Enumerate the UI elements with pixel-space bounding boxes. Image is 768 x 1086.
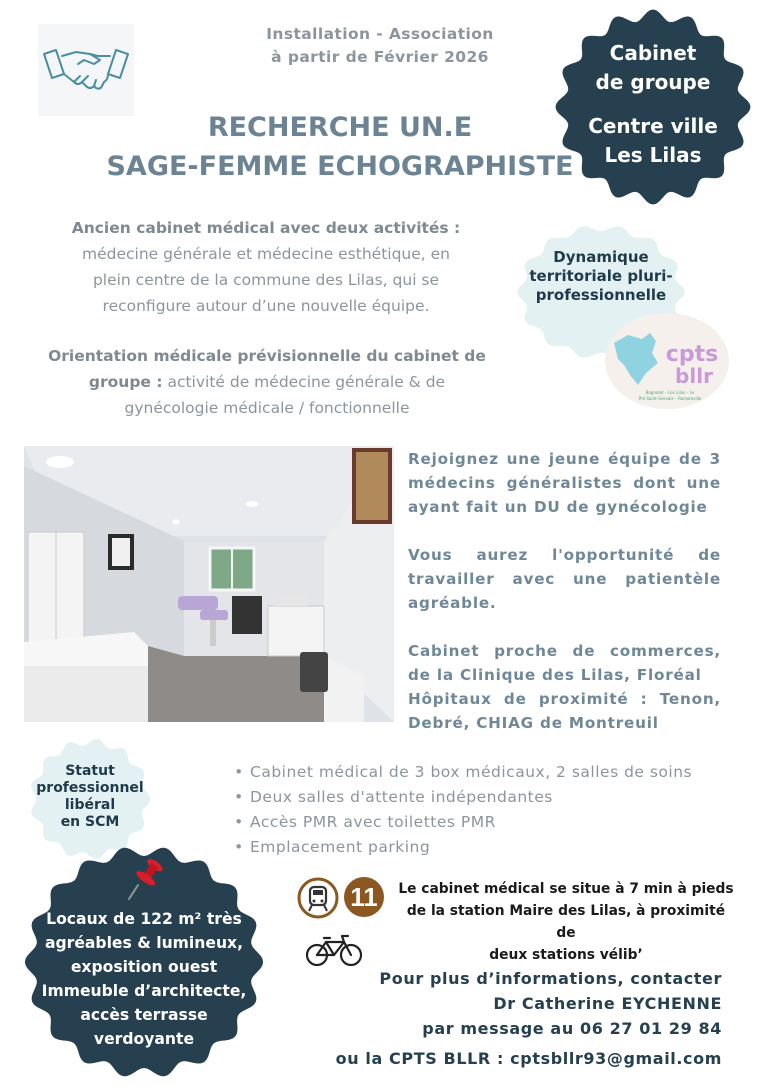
orientation-line (30, 369, 504, 395)
list-item: • Accès PMR avec toilettes PMR (228, 810, 728, 835)
station-line: de la station Maire des Lilas, à proximité de (406, 903, 726, 941)
badge-cabinet-text (553, 39, 753, 97)
badge-locaux-text (22, 907, 266, 1051)
badge-line: Dynamique (553, 248, 649, 266)
orientation-paragraph (30, 343, 504, 421)
badge-statut-text (28, 763, 152, 831)
badge-dynamique-text (515, 248, 687, 305)
contact-email: ou la CPTS BLLR : cptsbllr93@gmail.com (335, 1049, 722, 1068)
contact-block (330, 966, 722, 1041)
badge-line: Immeuble d’architecte, (41, 982, 247, 1000)
badge-line: Cabinet (609, 41, 697, 65)
cpts-logo-word: cpts (665, 342, 719, 367)
station-line: Le cabinet médical se situe à 7 min à pieds (398, 881, 734, 897)
badge-line: agréables & lumineux, (44, 934, 244, 952)
badge-line: en SCM (60, 814, 120, 830)
start-date-line: à partir de Février 2026 (271, 48, 489, 66)
cpts-logo-caption: Bagnolet – Les Lilas – Le (645, 390, 695, 395)
push-pin-icon (126, 855, 166, 903)
orientation-heading-end: groupe : (88, 373, 163, 391)
badge-location-text (553, 112, 753, 170)
orientation-heading: Orientation médicale prévisionnelle du cabinet de (48, 347, 486, 365)
title-line-2: SAGE-FEMME ECHOGRAPHISTE (106, 151, 574, 182)
badge-line: Locaux de 122 m² très (46, 910, 242, 928)
cabinet-badge (553, 7, 753, 207)
badge-line: libéral (64, 797, 116, 813)
cpts-logo-word: bllr (675, 364, 713, 388)
badge-line: Centre ville (588, 114, 718, 138)
orientation-text: activité de médecine générale & de (162, 373, 446, 391)
features-list (228, 760, 728, 860)
team-paragraph: Rejoignez une jeune équipe de 3 médecins généralistes dont une ayant fait un DU de gynécologie (408, 450, 721, 516)
metro-line-badge: 11 (344, 877, 384, 917)
patient-paragraph: Vous aurez l'opportunité de travailler avec une patientèle agréable. (408, 546, 721, 612)
proximity-shops: Cabinet proche de commerces, de la Clinique des Lilas, Floréal (408, 642, 721, 684)
contact-intro: Pour plus d’informations, contacter (379, 969, 722, 988)
intro-paragraph (38, 215, 494, 319)
installation-line: Installation - Association (266, 25, 494, 43)
team-description (408, 447, 721, 735)
orientation-line: gynécologie médicale / fonctionnelle (124, 399, 410, 417)
list-item: • Cabinet médical de 3 box médicaux, 2 salles de soins (228, 760, 728, 785)
badge-line: verdoyante (93, 1030, 195, 1048)
scalloped-badge-shape (553, 7, 753, 207)
title-line-1: RECHERCHE UN.E (207, 112, 473, 143)
handshake-icon (38, 24, 134, 116)
station-info (398, 878, 734, 966)
intro-heading: Ancien cabinet médical avec deux activités : (71, 219, 461, 237)
cpts-logo-caption: Pré-Saint-Gervais – Romainville (638, 396, 702, 401)
contact-name: Dr Catherine EYCHENNE (493, 994, 722, 1013)
intro-line: plein centre de la commune des Lilas, qui se (92, 271, 440, 289)
bicycle-icon (304, 932, 364, 968)
office-photo (24, 446, 394, 722)
badge-line: professionnelle (535, 286, 667, 304)
intro-line: reconfigure autour d’une nouvelle équipe. (102, 297, 430, 315)
metro-train-icon (297, 877, 339, 919)
installation-info (200, 23, 560, 69)
intro-line: médecine générale et médecine esthétique, en (81, 245, 450, 263)
contact-phone: par message au 06 27 01 29 84 (422, 1019, 722, 1038)
badge-line: territoriale pluri- (529, 267, 673, 285)
badge-line: exposition ouest (70, 958, 218, 976)
proximity-paragraph (408, 639, 721, 735)
badge-line: Statut (65, 763, 115, 779)
badge-line: de groupe (595, 70, 711, 94)
page-title (80, 108, 600, 186)
list-item: • Deux salles d'attente indépendantes (228, 785, 728, 810)
proximity-hospitals: Hôpitaux de proximité : Tenon, Debré, CHIAG de Montreuil (408, 690, 721, 732)
cpts-logo (604, 313, 730, 409)
list-item: • Emplacement parking (228, 835, 728, 860)
badge-line: accès terrasse (80, 1006, 208, 1024)
badge-line: professionnel (36, 780, 144, 796)
badge-line: Les Lilas (604, 143, 702, 167)
station-line: deux stations vélib’ (489, 947, 643, 963)
